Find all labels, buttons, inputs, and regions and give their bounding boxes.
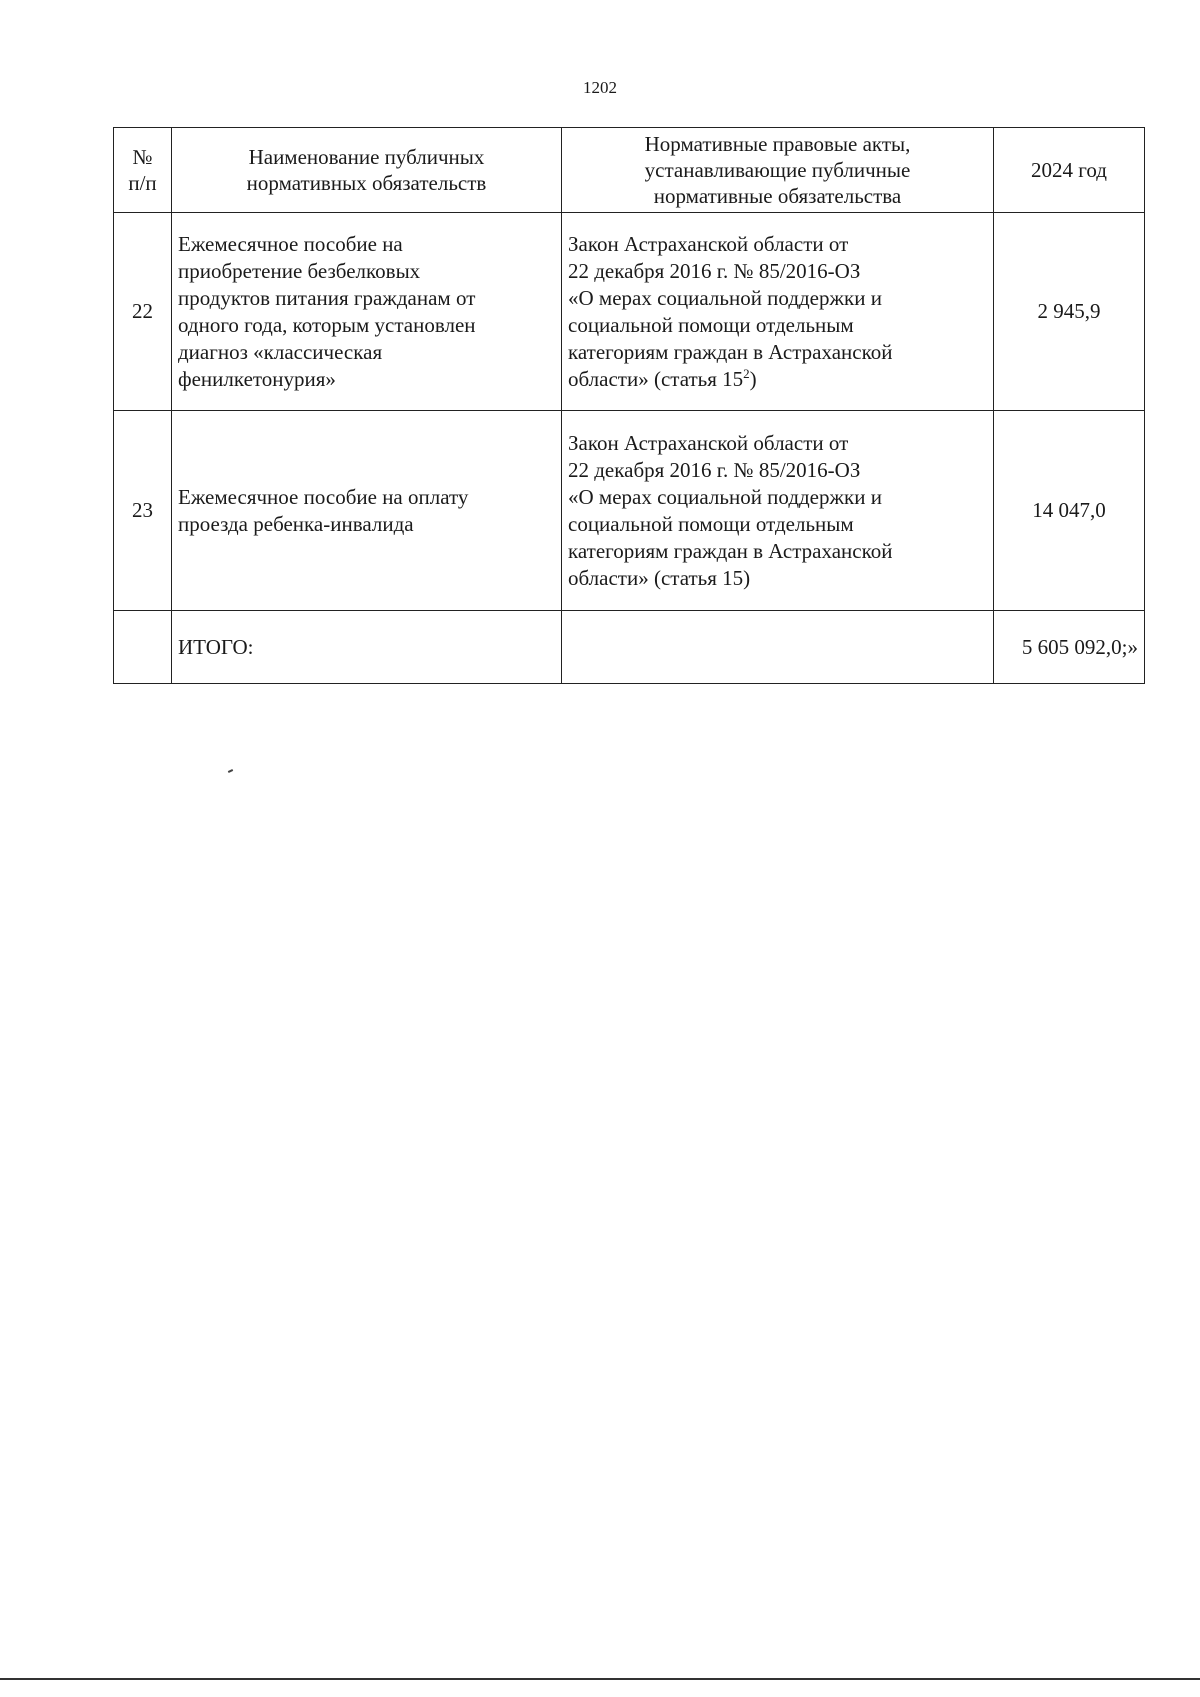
- table-row: [114, 213, 1145, 411]
- legal-act-last-line: области» (статья $15^2$): [568, 365, 757, 391]
- total-amount: 5 605 092,0;»: [994, 611, 1145, 684]
- total-row: [114, 611, 1145, 684]
- table-row: [114, 411, 1145, 611]
- table-header-row: [114, 128, 1145, 213]
- obligation-name: Ежемесячное пособие на приобретение безбелковых продуктов питания гражданам от одного года, которым установлен диагноз «классическая фенилкетонурия»: [172, 213, 562, 411]
- row-number: 23: [114, 411, 172, 611]
- legal-act: Закон Астраханской области от 22 декабря 2016 г. № 85/2016-ОЗ «О мерах социальной поддержки и социальной помощи отдельным категориям граждан в Астраханской области» (статья $15^2$): [562, 213, 994, 411]
- total-label: ИТОГО:: [172, 611, 562, 684]
- row-number: 22: [114, 213, 172, 411]
- header-legal-acts: Нормативные правовые акты, устанавливающие публичные нормативные обязательства: [562, 128, 994, 213]
- amount-2024: 14 047,0: [994, 411, 1145, 611]
- scan-speck: [228, 769, 233, 773]
- legal-act: Закон Астраханской области от 22 декабря 2016 г. № 85/2016-ОЗ «О мерах социальной поддержки и социальной помощи отдельным категориям граждан в Астраханской области» (статья 15): [562, 411, 994, 611]
- article-superscript: 2: [743, 365, 750, 381]
- header-year: 2024 год: [994, 128, 1145, 213]
- total-empty-number-cell: [114, 611, 172, 684]
- obligations-table: [113, 127, 1145, 684]
- header-number: № п/п: [114, 128, 172, 213]
- page-bottom-rule: [0, 1678, 1200, 1680]
- amount-2024: 2 945,9: [994, 213, 1145, 411]
- total-empty-act-cell: [562, 611, 994, 684]
- header-obligation-name: Наименование публичных нормативных обязательств: [172, 128, 562, 213]
- page-number: 1202: [583, 78, 617, 97]
- obligation-name: Ежемесячное пособие на оплату проезда ребенка-инвалида: [172, 411, 562, 611]
